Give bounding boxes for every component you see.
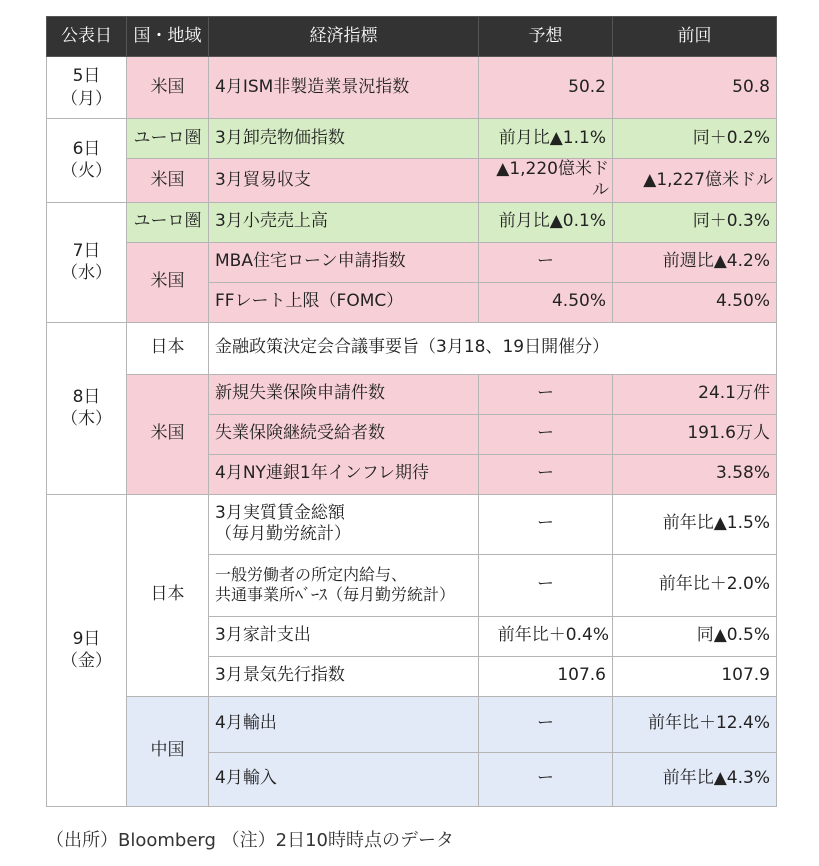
- date-weekday: （火）: [61, 161, 112, 182]
- forecast-cell: 107.6: [479, 656, 613, 696]
- date-cell: [47, 119, 127, 203]
- previous-cell: 前年比＋12.4%: [613, 696, 777, 752]
- indicator-line: （毎月勤労統計）: [215, 524, 351, 544]
- indicator-cell: MBA住宅ローン申請指数: [209, 242, 479, 282]
- table-row: [47, 696, 777, 752]
- previous-cell: ▲1,227億米ドル: [613, 159, 777, 203]
- previous-cell: 前週比▲4.2%: [613, 242, 777, 282]
- indicator-cell: [209, 554, 479, 616]
- region-cell: ユーロ圏: [127, 119, 209, 159]
- calendar-table: [46, 16, 777, 807]
- table-row: [47, 322, 777, 374]
- indicator-calendar: [46, 16, 776, 807]
- previous-cell: 3.58%: [613, 454, 777, 494]
- indicator-cell: 4月NY連銀1年インフレ期待: [209, 454, 479, 494]
- source-note: （出所）Bloomberg （注）2日10時時点のデータ: [46, 830, 454, 851]
- forecast-cell: ー: [479, 242, 613, 282]
- indicator-cell: 金融政策決定会合議事要旨（3月18、19日開催分）: [209, 322, 777, 374]
- forecast-cell: ー: [479, 414, 613, 454]
- indicator-line: 共通事業所ﾍﾞｰｽ（毎月勤労統計）: [215, 585, 456, 604]
- date-day: 7日: [72, 240, 101, 261]
- date-cell: [47, 57, 127, 119]
- region-cell: 米国: [127, 159, 209, 203]
- date-day: 9日: [72, 628, 101, 649]
- forecast-cell: ▲1,220億米ドル: [479, 159, 613, 203]
- indicator-cell: FFレート上限（FOMC）: [209, 282, 479, 322]
- region-cell: 米国: [127, 242, 209, 322]
- previous-cell: 24.1万件: [613, 374, 777, 414]
- previous-cell: 同＋0.3%: [613, 202, 777, 242]
- previous-cell: 同＋0.2%: [613, 119, 777, 159]
- forecast-cell: ー: [479, 696, 613, 752]
- forecast-cell: ー: [479, 454, 613, 494]
- table-row: [47, 374, 777, 414]
- date-day: 6日: [72, 139, 101, 160]
- forecast-cell: ー: [479, 374, 613, 414]
- indicator-cell: 4月ISM非製造業景況指数: [209, 57, 479, 119]
- date-weekday: （木）: [61, 409, 112, 429]
- date-weekday: （金）: [61, 651, 112, 671]
- indicator-cell: 3月卸売物価指数: [209, 119, 479, 159]
- region-cell: 日本: [127, 494, 209, 696]
- indicator-cell: 3月貿易収支: [209, 159, 479, 203]
- table-row: [47, 242, 777, 282]
- date-cell: [47, 494, 127, 806]
- forecast-cell: 前月比▲1.1%: [479, 119, 613, 159]
- date-weekday: （水）: [61, 263, 112, 283]
- forecast-cell: 4.50%: [479, 282, 613, 322]
- header-row: [47, 17, 777, 57]
- previous-cell: 107.9: [613, 656, 777, 696]
- forecast-cell: 50.2: [479, 57, 613, 119]
- indicator-cell: [209, 494, 479, 554]
- forecast-cell: 前年比＋0.4%: [479, 616, 613, 656]
- region-cell: 日本: [127, 322, 209, 374]
- region-cell: 中国: [127, 696, 209, 806]
- header-forecast: 予想: [479, 17, 613, 57]
- table-row: [47, 494, 777, 554]
- indicator-cell: 4月輸出: [209, 696, 479, 752]
- forecast-cell: ー: [479, 752, 613, 806]
- indicator-cell: 3月小売売上高: [209, 202, 479, 242]
- indicator-cell: 3月景気先行指数: [209, 656, 479, 696]
- header-previous: 前回: [613, 17, 777, 57]
- date-cell: [47, 202, 127, 322]
- previous-cell: 前年比▲4.3%: [613, 752, 777, 806]
- previous-cell: 前年比▲1.5%: [613, 494, 777, 554]
- date-cell: [47, 322, 127, 494]
- region-cell: 米国: [127, 374, 209, 494]
- region-cell: ユーロ圏: [127, 202, 209, 242]
- indicator-cell: 4月輸入: [209, 752, 479, 806]
- region-cell: 米国: [127, 57, 209, 119]
- date-day: 8日: [72, 386, 101, 407]
- forecast-cell: ー: [479, 494, 613, 554]
- table-row: [47, 202, 777, 242]
- indicator-line: 3月実質賃金総額: [215, 502, 345, 523]
- indicator-cell: 失業保険継続受給者数: [209, 414, 479, 454]
- previous-cell: 4.50%: [613, 282, 777, 322]
- table-row: [47, 57, 777, 119]
- previous-cell: 191.6万人: [613, 414, 777, 454]
- indicator-cell: 新規失業保険申請件数: [209, 374, 479, 414]
- forecast-cell: ー: [479, 554, 613, 616]
- previous-cell: 同▲0.5%: [613, 616, 777, 656]
- date-day: 5日: [72, 66, 101, 87]
- forecast-cell: 前月比▲0.1%: [479, 202, 613, 242]
- header-region: 国・地域: [127, 17, 209, 57]
- previous-cell: 前年比＋2.0%: [613, 554, 777, 616]
- table-row: [47, 159, 777, 203]
- previous-cell: 50.8: [613, 57, 777, 119]
- header-date: 公表日: [47, 17, 127, 57]
- table-row: [47, 119, 777, 159]
- indicator-line: 一般労働者の所定内給与、: [215, 565, 408, 584]
- header-indicator: 経済指標: [209, 17, 479, 57]
- date-weekday: （月）: [61, 88, 112, 109]
- indicator-cell: 3月家計支出: [209, 616, 479, 656]
